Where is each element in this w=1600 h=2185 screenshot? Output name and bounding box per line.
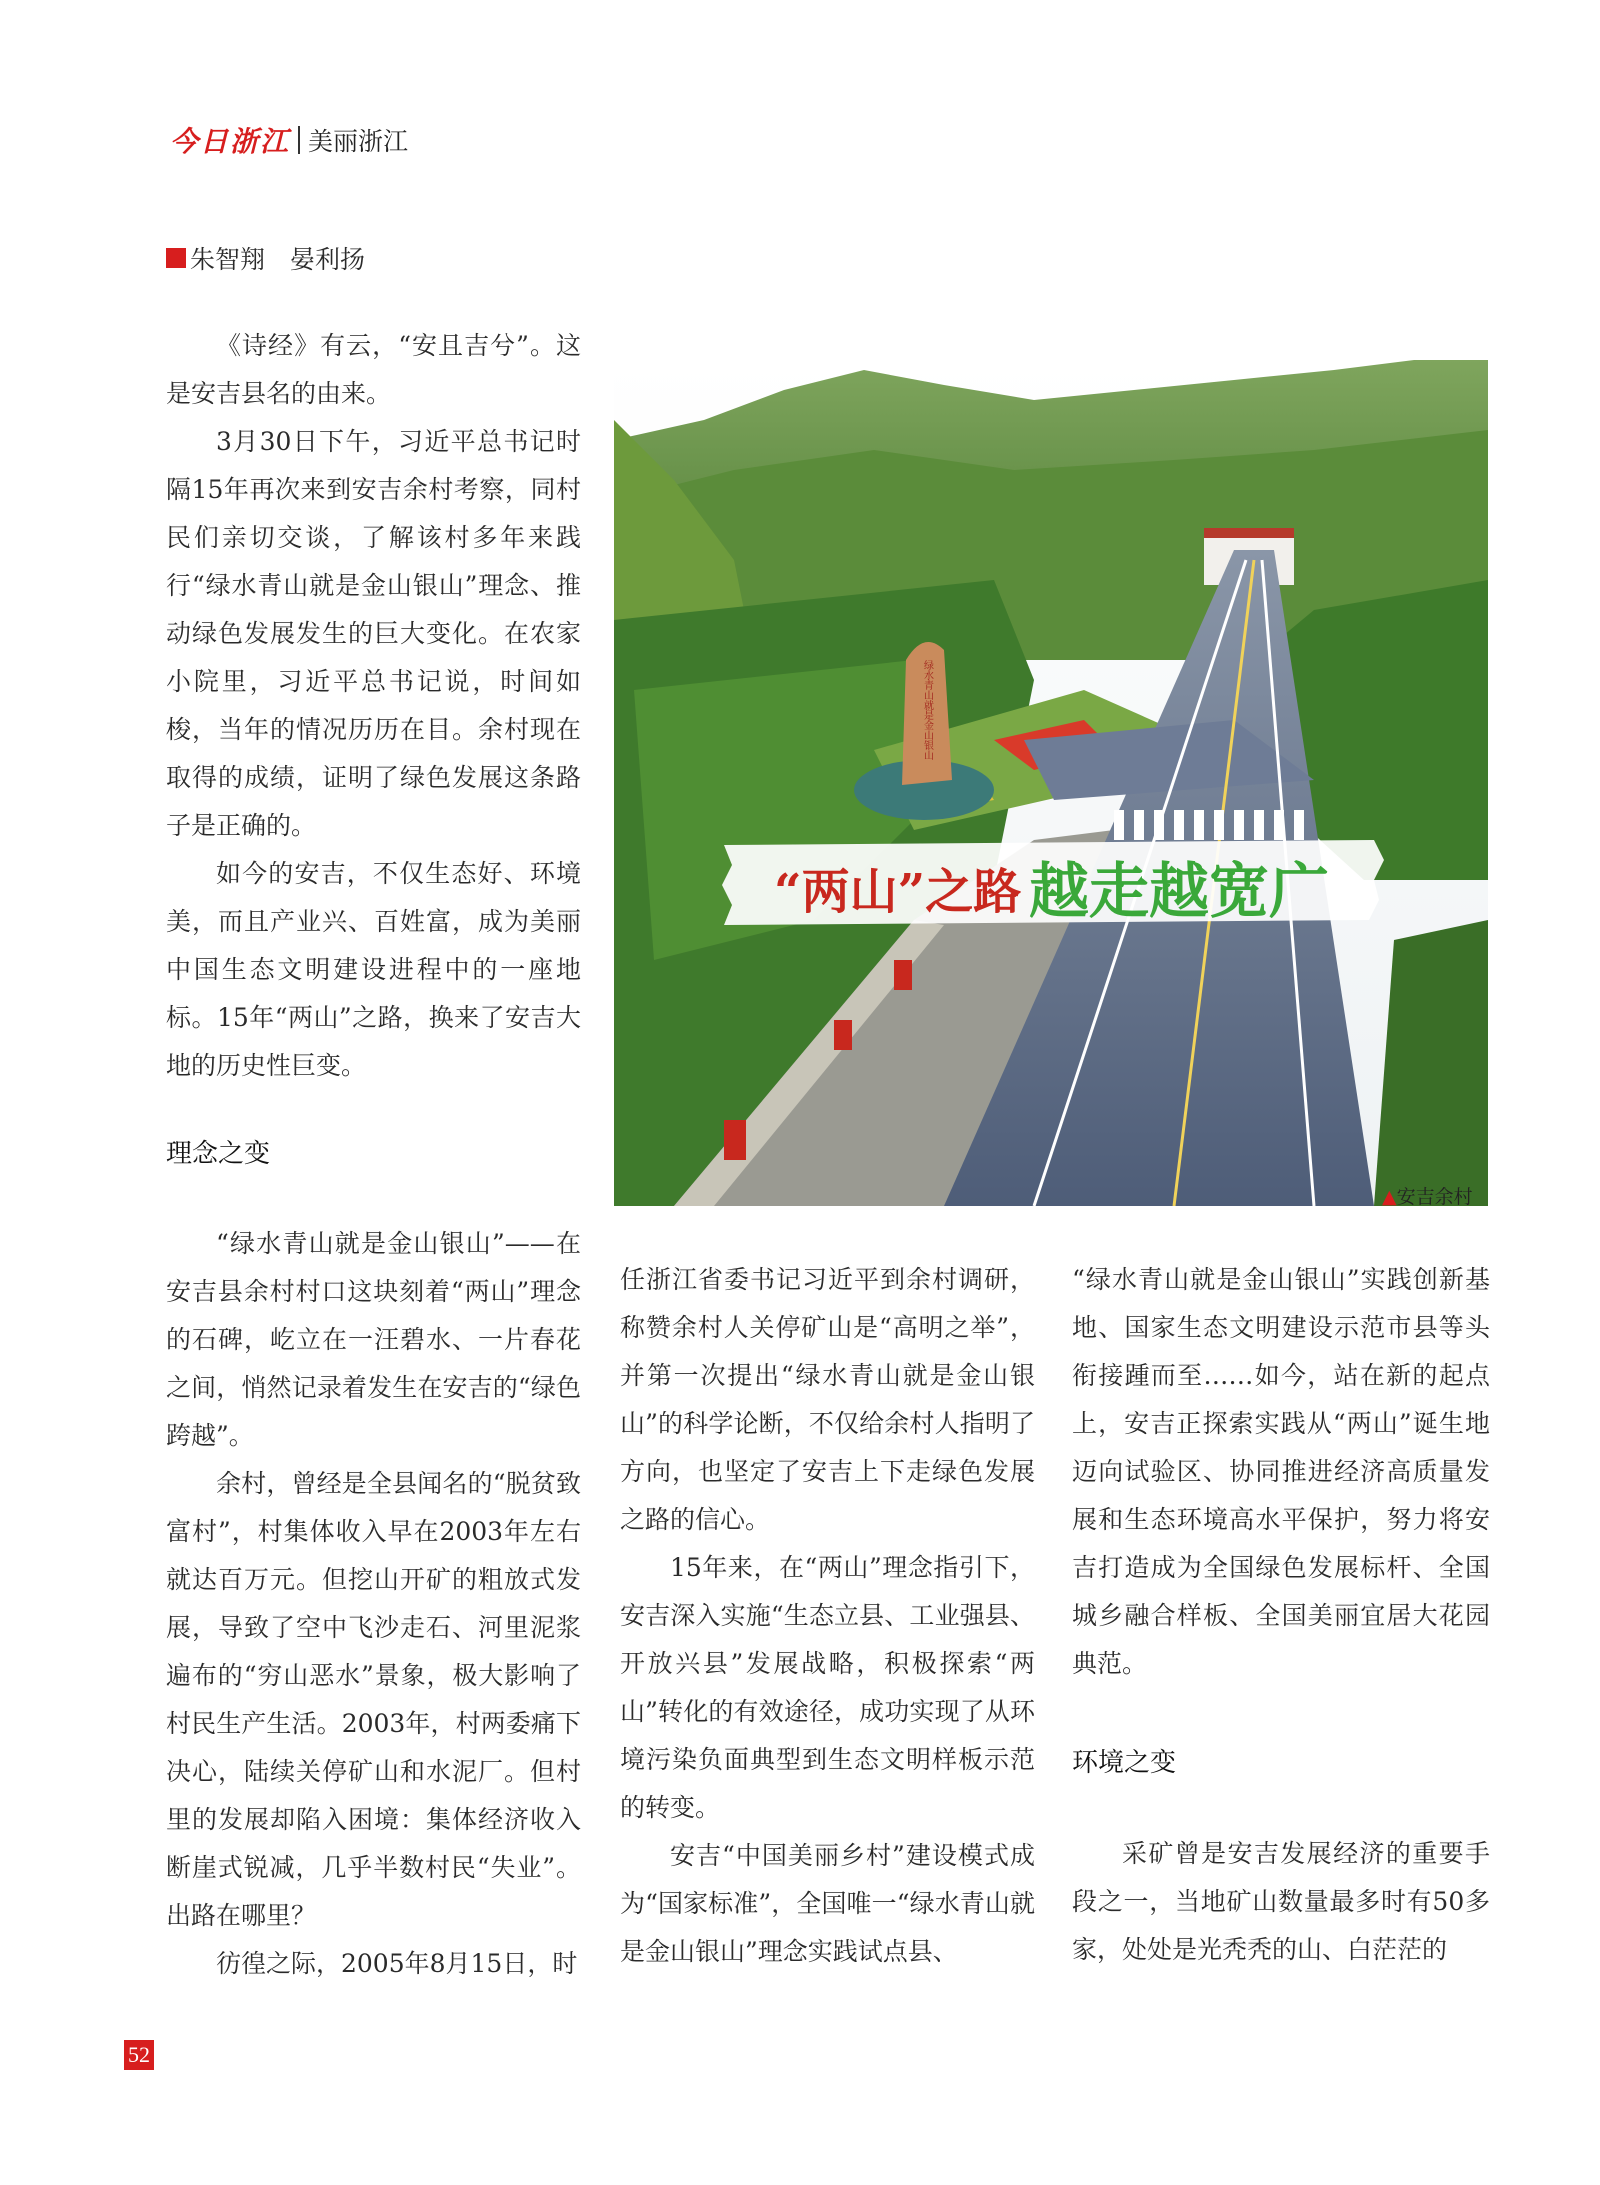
page-number: 52 [124, 2040, 154, 2070]
subheading-environment: 环境之变 [1072, 1748, 1177, 1778]
byline [166, 240, 365, 276]
paragraph: 3月30日下午，习近平总书记时隔15年再次来到安吉余村考察，同村民们亲切交谈，了解该村多年来践行“绿水青山就是金山银山”理念、推动绿色发展发生的巨大变化。在农家小院里，习近平总书记说，时间如梭，当年的情况历历在目。余村现在取得的成绩，证明了绿色发展这条路子是正确的。 [166, 427, 581, 840]
author-names: 朱智翔 晏利扬 [190, 245, 366, 274]
article-column-1b [166, 1220, 581, 1988]
caption-text: 安吉余村 [1396, 1186, 1473, 1208]
paragraph: “绿水青山就是金山银山”实践创新基地、国家生态文明建设示范市县等头衔接踵而至……如今，站在新的起点上，安吉正探索实践从“两山”诞生地迈向试验区、协同推进经济高质量发展和生态环境高水平保护，努力将安吉打造成为全国绿色发展标杆、全国城乡融合样板、全国美丽宜居大花园典范。 [1072, 1265, 1490, 1678]
magazine-brand: 今日浙江 [170, 125, 291, 158]
paragraph: 任浙江省委书记习近平到余村调研，称赞余村人关停矿山是“高明之举”，并第一次提出“绿水青山就是金山银山”的科学论断，不仅给余村人指明了方向，也坚定了安吉上下走绿色发展之路的信心。 [620, 1265, 1035, 1534]
paragraph: 安吉“中国美丽乡村”建设模式成为“国家标准”，全国唯一“绿水青山就是金山银山”理念实践试点县、 [620, 1841, 1035, 1966]
photo-caption [1382, 1182, 1473, 1209]
section-name: 美丽浙江 [308, 127, 409, 156]
article-column-1 [166, 322, 581, 1090]
byline-marker-icon [166, 248, 186, 268]
red-signpost [834, 1020, 852, 1050]
page-header [170, 120, 408, 160]
paragraph: 如今的安吉，不仅生态好、环境美，而且产业兴、百姓富，成为美丽中国生态文明建设进程中的一座地标。15年“两山”之路，换来了安吉大地的历史性巨变。 [166, 859, 581, 1080]
headline-part-1: “两山”之路 [774, 864, 1022, 920]
article-column-3b [1072, 1830, 1490, 1974]
aerial-scene [614, 360, 1488, 1206]
red-signpost [894, 960, 912, 990]
headline-part-2: 越走越宽广 [1029, 857, 1329, 927]
paragraph: 《诗经》有云，“安且吉兮”。这是安吉县名的由来。 [166, 331, 581, 408]
caption-triangle-icon: ▲ [1382, 1186, 1397, 1208]
paragraph: 余村，曾经是全县闻名的“脱贫致富村”，村集体收入早在2003年左右就达百万元。但挖山开矿的粗放式发展，导致了空中飞沙走石、河里泥浆遍布的“穷山恶水”景象，极大影响了村民生产生活。2003年，村两委痛下决心，陆续关停矿山和水泥厂。但村里的发展却陷入困境：集体经济收入断崖式锐减，几乎半数村民“失业”。出路在哪里？ [166, 1469, 581, 1930]
red-signpost [724, 1120, 746, 1160]
village-aerial-photo [614, 360, 1488, 1206]
building-roof [1204, 528, 1294, 538]
article-column-3 [1072, 1256, 1490, 1688]
subheading-concept: 理念之变 [166, 1139, 271, 1169]
stone-text: 绿水青山就是金山银山 [921, 660, 933, 760]
paragraph: 采矿曾是安吉发展经济的重要手段之一，当地矿山数量最多时有50多家，处处是光秃秃的山、白茫茫的 [1072, 1839, 1490, 1964]
paragraph: “绿水青山就是金山银山”——在安吉县余村村口这块刻着“两山”理念的石碑，屹立在一汪碧水、一片春花之间，悄然记录着发生在安吉的“绿色跨越”。 [166, 1229, 581, 1450]
paragraph: 15年来，在“两山”理念指引下，安吉深入实施“生态立县、工业强县、开放兴县”发展战略，积极探索“两山”转化的有效途径，成功实现了从环境污染负面典型到生态文明样板示范的转变。 [620, 1553, 1035, 1822]
header-divider [298, 126, 300, 154]
article-column-2 [620, 1256, 1035, 1976]
paragraph: 彷徨之际，2005年8月15日，时 [216, 1949, 578, 1978]
